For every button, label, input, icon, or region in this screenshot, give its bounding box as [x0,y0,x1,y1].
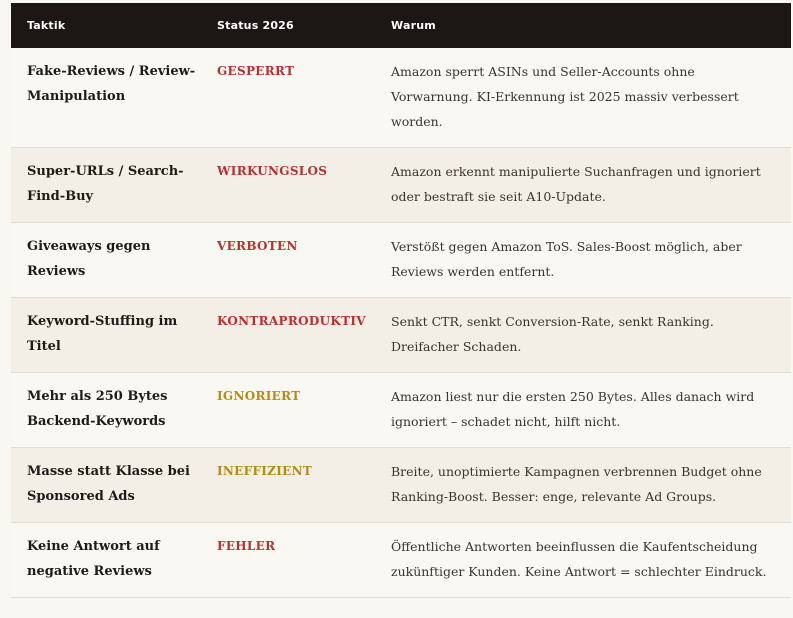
header-tactic: Taktik [27,19,66,32]
header-reason: Warum [391,19,436,32]
tactic-cell: Mehr als 250 Bytes Backend-Keywords [27,389,168,429]
reason-cell: Öffentliche Antworten beeinflussen die Kaufentscheidung zukünftiger Kunden. Keine Antwort = schlechter Eindruck. [391,539,767,579]
tactic-cell: Giveaways gegen Reviews [27,239,151,279]
table-row [11,148,791,223]
tactic-cell: Fake-Reviews / Review-Manipulation [27,64,196,104]
tactics-table-container [11,3,791,598]
table-row [11,373,791,448]
reason-cell: Amazon erkennt manipulierte Suchanfragen und ignoriert oder bestraft sie seit A10-Update. [391,164,761,204]
tactic-cell: Keyword-Stuffing im Titel [27,314,178,354]
status-cell: INEFFIZIENT [217,464,313,478]
reason-cell: Amazon sperrt ASINs und Seller-Accounts ohne Vorwarnung. KI-Erkennung ist 2025 massiv verbessert worden. [391,64,739,129]
tactic-cell: Masse statt Klasse bei Sponsored Ads [27,464,190,504]
status-cell: WIRKUNGSLOS [217,164,328,178]
status-cell: FEHLER [217,539,276,553]
status-cell: VERBOTEN [217,239,298,253]
reason-cell: Breite, unoptimierte Kampagnen verbrennen Budget ohne Ranking-Boost. Besser: enge, relevante Ad Groups. [391,464,762,504]
reason-cell: Verstößt gegen Amazon ToS. Sales-Boost möglich, aber Reviews werden entfernt. [391,239,742,279]
tactics-table [11,3,791,598]
reason-cell: Amazon liest nur die ersten 250 Bytes. Alles danach wird ignoriert – schadet nicht, hilft nicht. [391,389,755,429]
table-row [11,223,791,298]
table-row [11,523,791,598]
reason-cell: Senkt CTR, senkt Conversion-Rate, senkt Ranking. Dreifacher Schaden. [391,314,714,354]
status-cell: KONTRAPRODUKTIV [217,314,366,328]
tactic-cell: Super-URLs / Search-Find-Buy [27,164,184,204]
table-row [11,298,791,373]
table-header [11,3,791,48]
table-row [11,48,791,148]
status-cell: IGNORIERT [217,389,301,403]
table-header-row [11,3,791,48]
header-status: Status 2026 [217,19,294,32]
status-cell: GESPERRT [217,64,295,78]
table-body [11,48,791,598]
table-row [11,448,791,523]
tactic-cell: Keine Antwort auf negative Reviews [27,539,160,579]
